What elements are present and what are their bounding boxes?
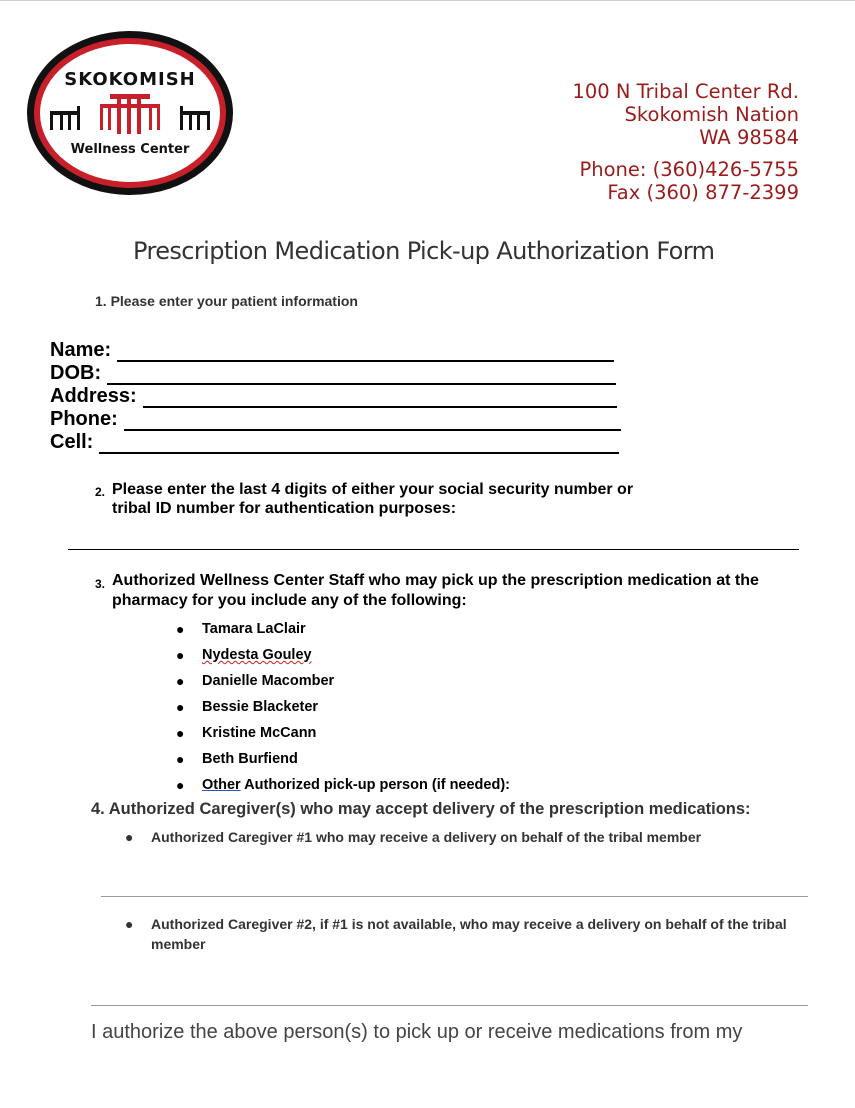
bullet: ● [176,673,185,689]
staff-list [176,616,510,798]
staff-name: Nydesta Gouley [202,647,312,663]
list-item [176,642,510,668]
list-item [176,694,510,720]
question-2-number: 2. [95,485,106,499]
question-3-number: 3. [95,577,106,591]
dob-line[interactable] [107,366,616,385]
id-answer-line[interactable] [68,549,799,550]
caregiver-2-item [125,914,795,954]
logo-bottom-text: Wellness Center [70,142,190,157]
staff-name: Danielle Macomber [202,673,335,689]
dob-label: DOB: [50,362,102,384]
list-item [176,616,510,642]
address-block [572,80,799,204]
question-1-label: Please enter your patient information [110,293,358,309]
other-word: Other [202,777,241,793]
other-label: Authorized pick-up person (if needed): [240,777,510,793]
address-state-zip: WA 98584 [699,126,799,149]
cell-line[interactable] [99,435,619,454]
list-item [176,668,510,694]
address-fax: Fax (360) 877-2399 [607,181,799,204]
address-street: 100 N Tribal Center Rd. [572,80,799,103]
caregiver-1-item [125,827,795,847]
authorization-statement: I authorize the above person(s) to pick up or receive medications from my [91,1021,743,1043]
form-title: Prescription Medication Pick-up Authorization Form [133,237,715,265]
staff-name: Kristine McCann [202,725,317,741]
bullet: ● [125,916,134,932]
question-3-line2: pharmacy for you include any of the following: [112,592,467,609]
page-top-border [0,0,855,1]
cell-label: Cell: [50,431,94,453]
question-3-line1: Authorized Wellness Center Staff who may pick up the prescription medication at the [112,572,759,589]
address-city: Skokomish Nation [624,103,799,126]
caregiver-2-line[interactable] [91,1005,808,1006]
list-item [176,746,510,772]
skokomish-logo [24,28,236,198]
question-4: 4. Authorized Caregiver(s) who may accept delivery of the prescription medications: [91,800,751,818]
bullet: ● [176,621,185,637]
cell-field[interactable] [50,431,621,454]
question-2 [95,480,695,518]
bullet: ● [176,777,185,793]
staff-name: Tamara LaClair [202,621,306,637]
question-2-line1: Please enter the last 4 digits of either your social security number or [112,481,634,498]
name-line[interactable] [117,343,614,362]
bullet: ● [125,829,134,845]
bullet: ● [176,647,185,663]
question-3 [95,571,805,611]
question-1 [95,293,358,309]
list-item [176,720,510,746]
question-2-line2: tribal ID number for authentication purposes: [112,500,457,517]
dob-field[interactable] [50,362,621,385]
patient-fields [50,339,621,454]
bullet: ● [176,699,185,715]
list-item-other [176,772,510,798]
address-label: Address: [50,385,137,407]
staff-name: Beth Burfiend [202,751,298,767]
staff-name: Bessie Blacketer [202,699,319,715]
question-1-number: 1. [95,293,107,309]
name-label: Name: [50,339,112,361]
phone-line[interactable] [124,412,621,431]
logo-top-text: SKOKOMISH [64,69,196,90]
address-line[interactable] [143,389,617,408]
bullet: ● [176,751,185,767]
address-field[interactable] [50,385,621,408]
caregiver-1-line[interactable] [101,896,808,897]
caregiver-1-label: Authorized Caregiver #1 who may receive a delivery on behalf of the tribal member [151,829,702,845]
caregiver-2-label: Authorized Caregiver #2, if #1 is not available, who may receive a delivery on behalf of the tribal member [151,916,787,952]
bullet: ● [176,725,185,741]
phone-field[interactable] [50,408,621,431]
phone-label: Phone: [50,408,118,430]
name-field[interactable] [50,339,621,362]
address-phone: Phone: (360)426-5755 [579,158,799,181]
